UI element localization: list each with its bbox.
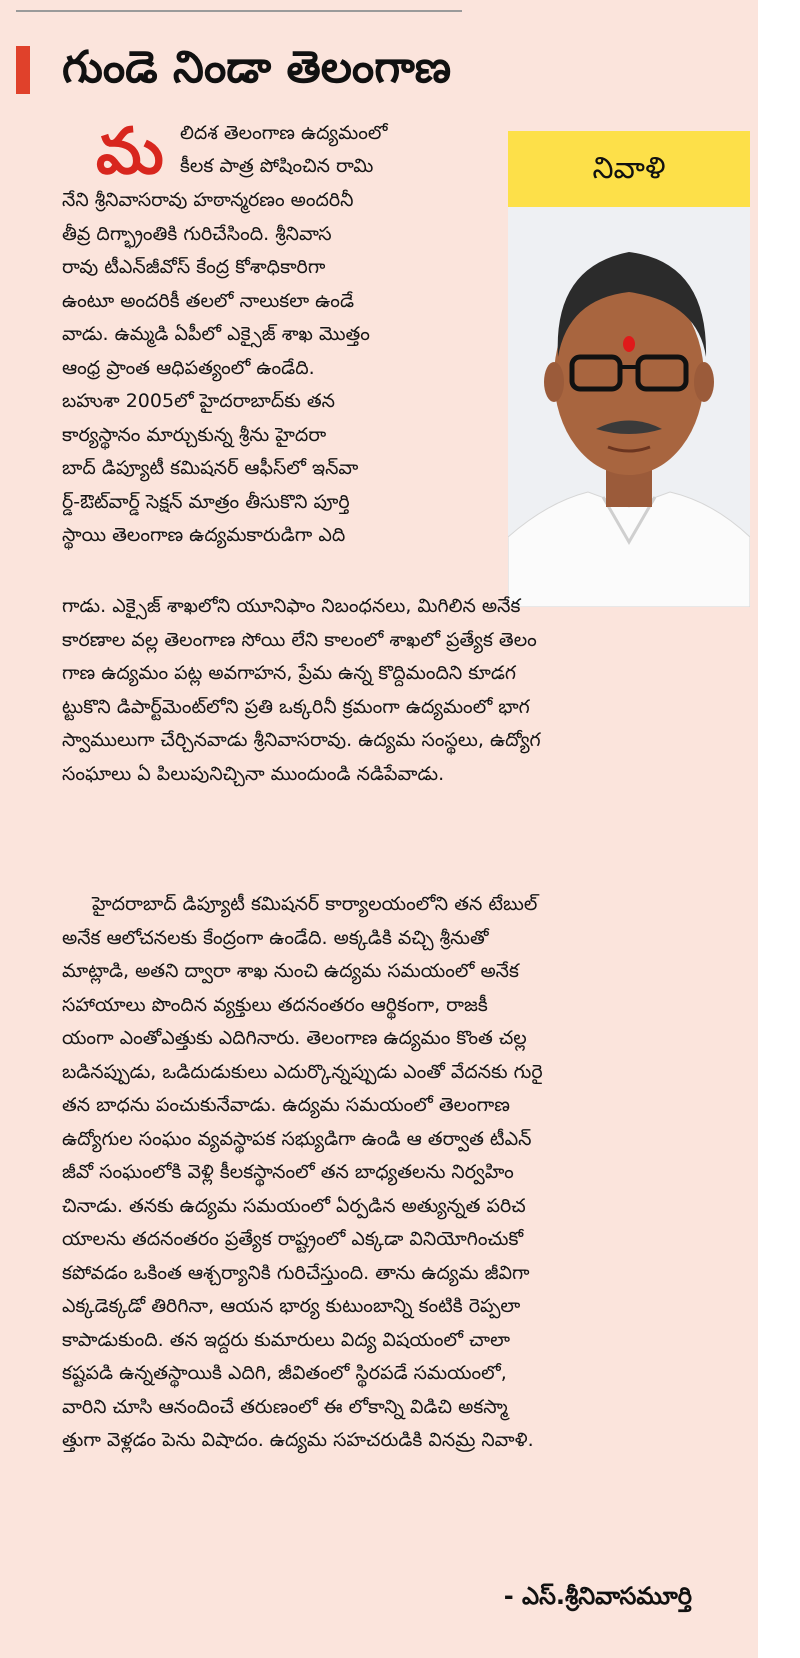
text-line: వారిని చూసి ఆనందించే తరుణంలో ఈ లోకాన్ని విడిచి అకస్మా — [62, 1395, 508, 1418]
text-line: కష్టపడి ఉన్నతస్థాయికి ఎదిగి, జీవితంలో స్థిరపడే సమయంలో, — [62, 1362, 507, 1384]
text-line: చినాడు. తనకు ఉద్యమ సమయంలో ఏర్పడిన అత్యున్నత పరిచ — [62, 1194, 526, 1217]
text-line: స్థాయి తెలంగాణ ఉద్యమకారుడిగా ఎది — [62, 524, 346, 546]
wide-paragraph-1 — [62, 590, 728, 791]
text-line: కపోవడం ఒకింత ఆశ్చర్యానికి గురిచేస్తుంది. తాను ఉద్యమ జీవిగా — [62, 1261, 530, 1284]
wide-paragraph-2 — [62, 888, 728, 1458]
text-line: కారణాల వల్ల తెలంగాణ సోయి లేని కాలంలో శాఖలో ప్రత్యేక తెలం — [62, 628, 537, 651]
text-line: జీవో సంఘంలోకి వెళ్లి కీలకస్థానంలో తన బాధ్యతలను నిర్వహిం — [62, 1161, 514, 1183]
text-line: యాలను తదనంతరం ప్రత్యేక రాష్ట్రంలో ఎక్కడా వినియోగించుకో — [62, 1228, 524, 1250]
text-line: యంగా ఎంతోఎత్తుకు ఎదిగినారు. తెలంగాణ ఉద్యమం కొంత చల్ల — [62, 1027, 527, 1049]
text-line: నేని శ్రీనివాసరావు హఠాన్మరణం అందరినీ — [62, 189, 354, 211]
drop-cap: మ — [96, 115, 164, 189]
text-line: రావు టీఎన్‌జీవోస్ కేంద్ర కోశాధికారిగా — [62, 256, 326, 278]
text-line: బడినప్పుడు, ఒడిదుడుకులు ఎదుర్కొన్నప్పుడు ఎంతో వేదనకు గురై — [62, 1060, 543, 1083]
text-line: స్వాములుగా చేర్చినవాడు శ్రీనివాసరావు. ఉద్యమ సంస్థలు, ఉద్యోగ — [62, 729, 541, 751]
article-title: గుండె నిండా తెలంగాణ — [62, 42, 452, 93]
photo-caption: నివాళి — [508, 131, 750, 207]
text-line: త్తుగా వెళ్లడం పెను విషాదం. ఉద్యమ సహచరుడికి వినమ్ర నివాళి. — [62, 1429, 534, 1451]
text-line: తన బాధను పంచుకునేవాడు. ఉద్యమ సమయంలో తెలంగాణ — [62, 1094, 510, 1116]
portrait-image — [508, 207, 750, 607]
text-line: సహాయాలు పొందిన వ్యక్తులు తదనంతరం ఆర్థికంగా, రాజకీ — [62, 993, 488, 1016]
top-divider — [16, 10, 462, 12]
title-accent-bar — [16, 46, 30, 94]
lead-line-1: లిదశ తెలంగాణ ఉద్యమంలో — [180, 122, 388, 144]
text-line: ఎక్కడెక్కడో తిరిగినా, ఆయన భార్య కుటుంబాన్ని కంటికి రెప్పలా — [62, 1295, 521, 1317]
text-line: ట్టుకొని డిపార్ట్‌మెంట్‌లోని ప్రతి ఒక్కరినీ క్రమంగా ఉద్యమంలో భాగ — [62, 695, 530, 718]
column-text — [62, 184, 470, 553]
author-signature: - ఎస్.శ్రీనివాసమూర్తి — [503, 1582, 692, 1610]
text-line: కార్యస్థానం మార్చుకున్న శ్రీను హైదరా — [62, 423, 327, 446]
text-line: బహుశా 2005లో హైదరాబాద్‌కు తన — [62, 390, 335, 412]
page-margin — [758, 0, 800, 1658]
tribute-photo — [508, 131, 750, 607]
text-line: వాడు. ఉమ్మడి ఏపీలో ఎక్సైజ్ శాఖ మొత్తం — [62, 323, 370, 345]
text-line: ఉంటూ అందరికీ తలలో నాలుకలా ఉండే — [62, 289, 355, 312]
text-line: ఉద్యోగుల సంఘం వ్యవస్థాపక సభ్యుడిగా ఉండి ఆ తర్వాత టీఎన్ — [62, 1127, 532, 1150]
text-line: కాపాడుకుంది. తన ఇద్దరు కుమారులు విద్య విషయంలో చాలా — [62, 1328, 510, 1351]
text-line: హైదరాబాద్ డిప్యూటీ కమిషనర్ కార్యాలయంలోని తన టేబుల్ — [92, 893, 538, 915]
text-line: బాద్ డిప్యూటీ కమిషనర్ ఆఫీస్‌లో ఇన్‌వా — [62, 457, 359, 479]
text-line: అనేక ఆలోచనలకు కేంద్రంగా ఉండేది. అక్కడికి వచ్చి శ్రీనుతో — [62, 926, 489, 949]
text-line: ఆంధ్ర ప్రాంత ఆధిపత్యంలో ఉండేది. — [62, 356, 315, 379]
text-line: గాణ ఉద్యమం పట్ల అవగాహన, ప్రేమ ఉన్న కొద్దిమందిని కూడగ — [62, 662, 516, 684]
text-line: మాట్లాడి, అతని ద్వారా శాఖ నుంచి ఉద్యమ సమయంలో అనేక — [62, 960, 519, 982]
text-line: ర్డ్-ఔట్‌వార్డ్ సెక్షన్ మాత్రం తీసుకొని పూర్తి — [62, 490, 350, 513]
text-line: గాడు. ఎక్సైజ్ శాఖలోని యూనిఫాం నిబంధనలు, మిగిలిన అనేక — [62, 595, 521, 617]
text-line: సంఘాలు ఏ పిలుపునిచ్చినా ముందుండి నడిపేవాడు. — [62, 762, 445, 785]
text-line: తీవ్ర దిగ్భ్రాంతికి గురిచేసింది. శ్రీనివాస — [62, 222, 332, 245]
lead-line-2: కీలక పాత్ర పోషించిన రామి — [180, 155, 374, 177]
